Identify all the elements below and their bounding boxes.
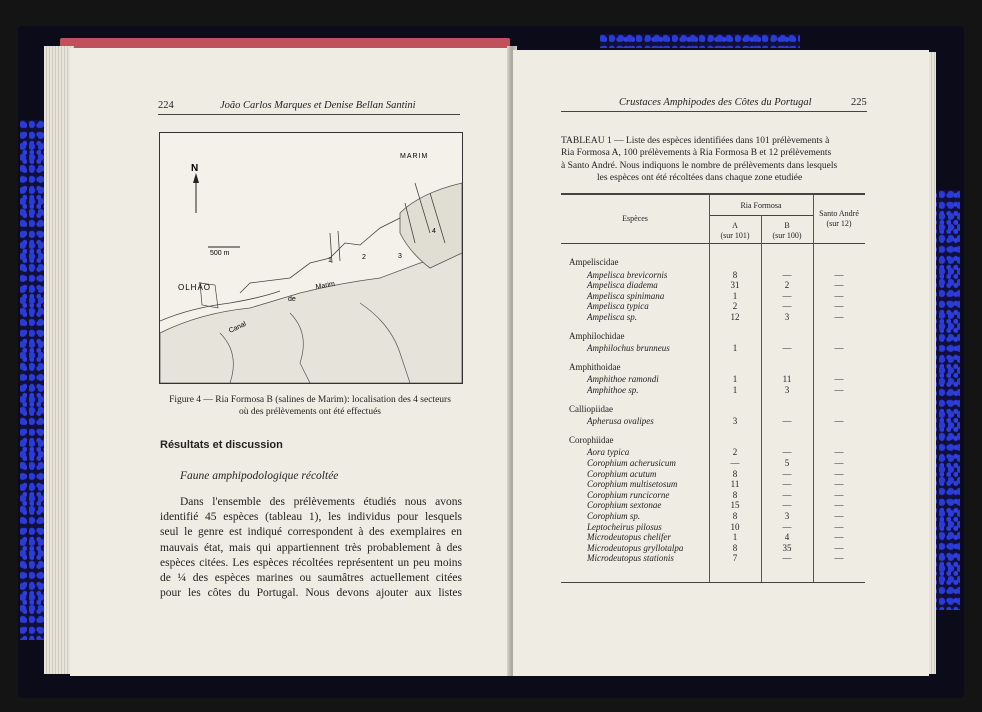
species-row (561, 469, 865, 480)
map-label-marim-channel: Marim (315, 280, 336, 291)
family-name: Calliopiidae (569, 403, 613, 414)
paragraph-line: seul le genre est indiqué correspondent à des exemplaires en (160, 526, 462, 539)
count-cell-c: — (834, 416, 844, 427)
header-col-a-sub: (sur 101) (720, 231, 750, 240)
count-cell-c: — (834, 511, 844, 521)
count-cell-b: — (782, 416, 792, 427)
family-name: Amphilochidae (569, 330, 625, 341)
species-name: Microdeutopus chelifer (587, 532, 671, 543)
species-row (561, 511, 865, 522)
family-name: Amphithoidae (569, 361, 621, 372)
paragraph-line: identifié 45 espèces (tableau 1), les individus pour lesquels (160, 511, 462, 524)
sector-number: 1 (328, 257, 332, 264)
count-cell-c: — (834, 489, 844, 500)
species-row (561, 490, 865, 501)
figure-caption (158, 394, 462, 418)
count-cell-c: — (834, 385, 844, 395)
species-name: Leptocheirus pilosus (587, 521, 662, 532)
sector-number: 3 (398, 253, 402, 260)
count-cell-a: 31 (730, 280, 740, 291)
species-name: Ampelisca typica (587, 301, 649, 312)
count-cell-b: — (782, 489, 792, 500)
count-cell-b: — (782, 447, 792, 458)
species-row (561, 291, 865, 302)
count-cell-a: 12 (730, 312, 740, 322)
count-cell-b: 3 (784, 385, 790, 395)
species-row (561, 416, 865, 427)
table-title-line: à Santo André. Nous indiquons le nombre de prélèvements dans lesquels (561, 160, 838, 171)
species-name: Corophium acutum (587, 468, 657, 479)
sector-number: 2 (362, 254, 366, 261)
table-title-line: les espèces ont été récoltées dans chaque zone etudiée (597, 172, 803, 183)
count-cell-c: — (834, 374, 844, 385)
count-cell-b: 3 (784, 511, 790, 521)
count-cell-b: 4 (784, 532, 790, 543)
count-cell-b: 3 (784, 312, 790, 322)
species-name: Microdeutopus stationis (587, 553, 674, 564)
count-cell-a: 8 (732, 542, 738, 553)
header-bottom-rule (561, 243, 865, 244)
species-name: Microdeutopus gryllotalpa (587, 542, 684, 553)
paragraph-line: pour les côtes du Portugal. Nous devons ajouter aux listes (160, 587, 462, 600)
species-row (561, 522, 865, 533)
species-row (561, 543, 865, 554)
count-cell-c: — (834, 301, 844, 312)
count-cell-c: — (834, 269, 844, 280)
species-row (561, 280, 865, 291)
count-cell-c: — (834, 312, 844, 322)
species-name: Corophium multisetosum (587, 479, 678, 490)
count-cell-a: 7 (732, 553, 738, 564)
running-head: João Carlos Marques et Denise Bellan Santini (220, 100, 416, 111)
species-row (561, 447, 865, 458)
paragraph-line: mauvais état, mais qui appartiennent très probablement à des (160, 541, 462, 554)
count-cell-b: 5 (784, 458, 790, 468)
count-cell-b: — (782, 343, 792, 354)
count-cell-a: 2 (732, 301, 738, 312)
running-head: Crustaces Amphipodes des Côtes du Portugal (619, 97, 812, 108)
sector-number: 4 (432, 228, 436, 235)
count-cell-a: 1 (732, 532, 738, 543)
family-name: Corophiidae (569, 434, 614, 445)
count-cell-b: — (782, 553, 792, 564)
header-rule (158, 114, 460, 115)
species-name: Corophium acherusicum (587, 458, 676, 468)
species-name: Amphithoe ramondi (587, 374, 659, 385)
count-cell-a: 15 (730, 500, 740, 511)
map-label-olhao: OLHÃO (178, 283, 212, 292)
count-cell-a: 10 (730, 521, 740, 532)
count-cell-c: — (834, 458, 844, 468)
species-name: Amphilochus brunneus (587, 343, 670, 354)
count-cell-c: — (834, 479, 844, 490)
count-cell-a: 11 (730, 479, 740, 490)
caption-line: Figure 4 — Ria Formosa B (salines de Marim): localisation des 4 secteurs (169, 395, 451, 405)
paragraph-line: Dans l'ensemble des prélèvements étudiés nous avons (180, 496, 462, 508)
count-cell-c: — (834, 280, 844, 291)
count-cell-c: — (834, 343, 844, 354)
family-row (561, 362, 865, 373)
family-row (561, 331, 865, 342)
paragraph-line: espèces citées. Les espèces récoltées représentent un peu moins (160, 556, 462, 569)
table-title (561, 135, 865, 184)
count-cell-a: 8 (732, 511, 738, 521)
header-col-b: B (784, 221, 790, 230)
table-title-line: TABLEAU 1 — Liste des espèces identifiées dans 101 prélèvements à (561, 136, 830, 146)
count-cell-c: — (834, 553, 844, 564)
header-ria-formosa: Ria Formosa (740, 201, 782, 210)
species-row (561, 343, 865, 354)
species-row (561, 500, 865, 511)
section-heading: Résultats et discussion (160, 439, 283, 451)
count-cell-c: — (834, 468, 844, 479)
scale-label: 500 m (210, 250, 230, 257)
species-row (561, 301, 865, 312)
right-page (513, 50, 929, 676)
map-label-de: de (288, 296, 296, 303)
species-name: Corophium sextonae (587, 500, 662, 511)
header-col-a: A (732, 221, 738, 230)
count-cell-a: 1 (732, 374, 738, 385)
body-paragraph (160, 495, 462, 601)
page-number: 224 (158, 100, 174, 111)
count-cell-a: 1 (732, 290, 738, 301)
species-name: Amphithoe sp. (587, 385, 639, 395)
count-cell-b: 11 (782, 374, 792, 385)
header-rule (561, 111, 867, 112)
species-row (561, 532, 865, 543)
species-row (561, 479, 865, 490)
count-cell-c: — (834, 500, 844, 511)
species-name: Ampelisca sp. (587, 312, 637, 322)
map-figure (159, 132, 463, 384)
count-cell-a: 8 (732, 468, 738, 479)
header-santo-andre: Santo André (819, 209, 859, 218)
count-cell-a: 8 (732, 489, 738, 500)
page-number: 225 (851, 97, 867, 108)
species-name: Corophium runcicorne (587, 489, 670, 500)
count-cell-b: — (782, 521, 792, 532)
species-name: Ampelisca diadema (587, 280, 658, 291)
species-name: Aora typica (587, 447, 630, 458)
table-top-rule (561, 193, 865, 195)
species-row (561, 385, 865, 396)
subsection-heading: Faune amphipodologique récoltée (180, 470, 339, 482)
count-cell-a: 2 (732, 447, 738, 458)
paragraph-line: de ¼ des espèces marines ou saumâtres actuellement citées (160, 572, 462, 585)
count-cell-b: — (782, 301, 792, 312)
header-col-b-sub: (sur 100) (772, 231, 802, 240)
table-title-line: Ria Formosa A, 100 prélèvements à Ria Formosa B et 12 prélèvements (561, 148, 832, 159)
count-cell-b: — (782, 269, 792, 280)
count-cell-c: — (834, 532, 844, 543)
map-svg (160, 133, 462, 383)
family-name: Ampeliscidae (569, 257, 619, 267)
count-cell-a: — (730, 458, 740, 468)
header-especes: Espèces (622, 214, 648, 223)
count-cell-b: — (782, 479, 792, 490)
header-santo-andre-sub: (sur 12) (826, 219, 852, 228)
count-cell-b: — (782, 468, 792, 479)
count-cell-c: — (834, 542, 844, 553)
count-cell-a: 1 (732, 343, 738, 354)
count-cell-b: 2 (784, 280, 790, 291)
species-name: Apherusa ovalipes (587, 416, 654, 427)
count-cell-a: 1 (732, 385, 738, 395)
left-page (70, 48, 511, 676)
table-bottom-rule (561, 582, 865, 583)
species-row (561, 312, 865, 323)
species-name: Corophium sp. (587, 511, 641, 521)
map-label-marim: MARIM (400, 153, 429, 160)
count-cell-c: — (834, 290, 844, 301)
family-row (561, 257, 865, 268)
north-arrow-label: N (191, 163, 199, 174)
count-cell-a: 3 (732, 416, 738, 427)
count-cell-b: — (782, 290, 792, 301)
species-name: Ampelisca spinimana (587, 290, 665, 301)
species-row (561, 374, 865, 385)
species-row (561, 458, 865, 469)
count-cell-b: 35 (782, 542, 792, 553)
count-cell-b: — (782, 500, 792, 511)
count-cell-c: — (834, 521, 844, 532)
species-row (561, 270, 865, 281)
map-label-canal: Canal (227, 320, 248, 335)
caption-line: où des prélèvements ont été effectués (238, 407, 381, 417)
family-row (561, 404, 865, 415)
marbled-cover-top (600, 34, 800, 48)
species-row (561, 553, 865, 564)
species-name: Ampelisca brevicornis (587, 269, 668, 280)
count-cell-a: 8 (732, 269, 738, 280)
family-row (561, 435, 865, 446)
count-cell-c: — (834, 447, 844, 458)
